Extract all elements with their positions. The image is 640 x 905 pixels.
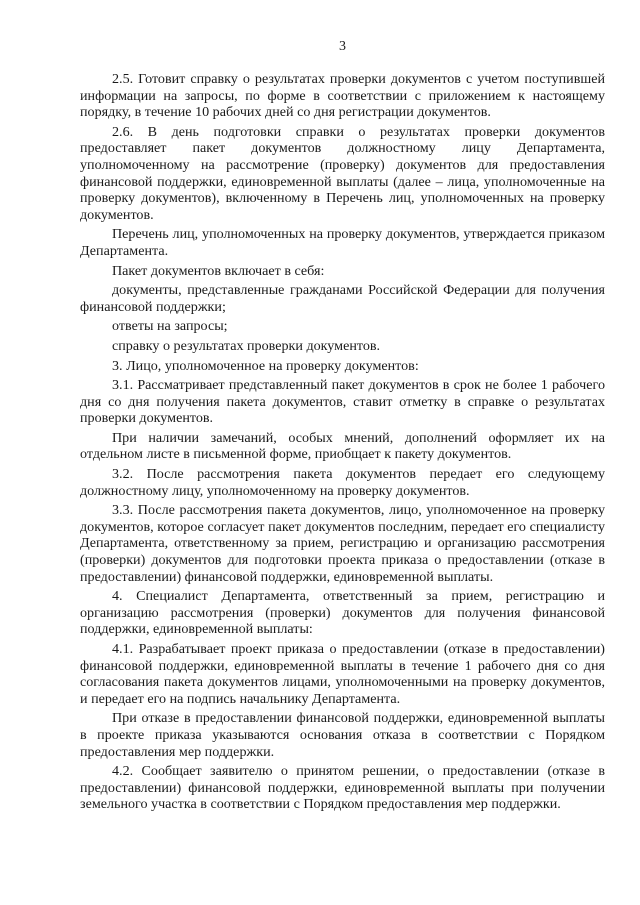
paragraph: Пакет документов включает в себя: xyxy=(112,262,325,279)
paragraph: При отказе в предоставлении финансовой поддержки, единовременной выплаты в проекте приказа указываются основания отказа в соответствии с Порядком предоставления мер поддержки. xyxy=(80,710,605,760)
page-number: 3 xyxy=(339,39,346,54)
paragraph: документы, представленные гражданами Российской Федерации для получения финансовой поддержки; xyxy=(80,282,605,315)
paragraph: ответы на запросы; xyxy=(112,318,228,335)
paragraph: 4. Специалист Департамента, ответственный за прием, регистрацию и организацию рассмотрения (проверки) документов для получения финансовой поддержки, единовременной выплаты: xyxy=(80,588,605,638)
document-body xyxy=(80,71,605,813)
paragraph: При наличии замечаний, особых мнений, дополнений оформляет их на отдельном листе в письменной форме, приобщает к пакету документов. xyxy=(80,429,605,463)
paragraph: справку о результатах проверки документов. xyxy=(112,337,381,354)
paragraph: 3.2. После рассмотрения пакета документов передает его следующему должностному лицу, уполномоченному на проверку документов. xyxy=(80,466,605,499)
paragraph: 2.5. Готовит справку о результатах проверки документов с учетом поступившей информации на запросы, по форме в соответствии с приложением к настоящему порядку, в течение 10 рабочих дней со дня регистрации документов. xyxy=(80,71,605,121)
paragraph: 4.1. Разрабатывает проект приказа о предоставлении (отказе в предоставлении) финансовой поддержки, единовременной выплаты в течение 1 рабочего дня со дня согласования пакета документов лицами, уполномоченными на проверку документов, и передает его на подпись начальнику Департамента. xyxy=(80,641,605,707)
paragraph: 3.1. Рассматривает представленный пакет документов в срок не более 1 рабочего дня со дня получения пакета документов, ставит отметку в справке о результатах проверки документов. xyxy=(80,377,605,427)
paragraph: 2.6. В день подготовки справки о результатах проверки документов предоставляет пакет документов должностному лицу Департамента, уполномоченному на рассмотрение (проверку) документов для предоставления финансовой поддержки, единовременной выплаты (далее – лица, уполномоченные на проверку документов), включенному в Перечень лиц, уполномоченных на проверку документов. xyxy=(80,123,605,223)
paragraph: 3.3. После рассмотрения пакета документов, лицо, уполномоченное на проверку документов, которое согласует пакет документов последним, передает его специалисту Департамента, ответственному за прием, регистрацию и организацию рассмотрения (проверки) документов для подготовки проекта приказа о предоставлении (отказе в предоставлении) финансовой поддержки, единовременной выплаты. xyxy=(80,502,605,585)
paragraph: 3. Лицо, уполномоченное на проверку документов: xyxy=(112,357,419,374)
paragraph: Перечень лиц, уполномоченных на проверку документов, утверждается приказом Департамента. xyxy=(80,226,605,259)
paragraph: 4.2. Сообщает заявителю о принятом решении, о предоставлении (отказе в предоставлении) финансовой поддержки, единовременной выплаты при получении земельного участка в соответствии с Порядком предоставления мер поддержки. xyxy=(80,763,605,813)
